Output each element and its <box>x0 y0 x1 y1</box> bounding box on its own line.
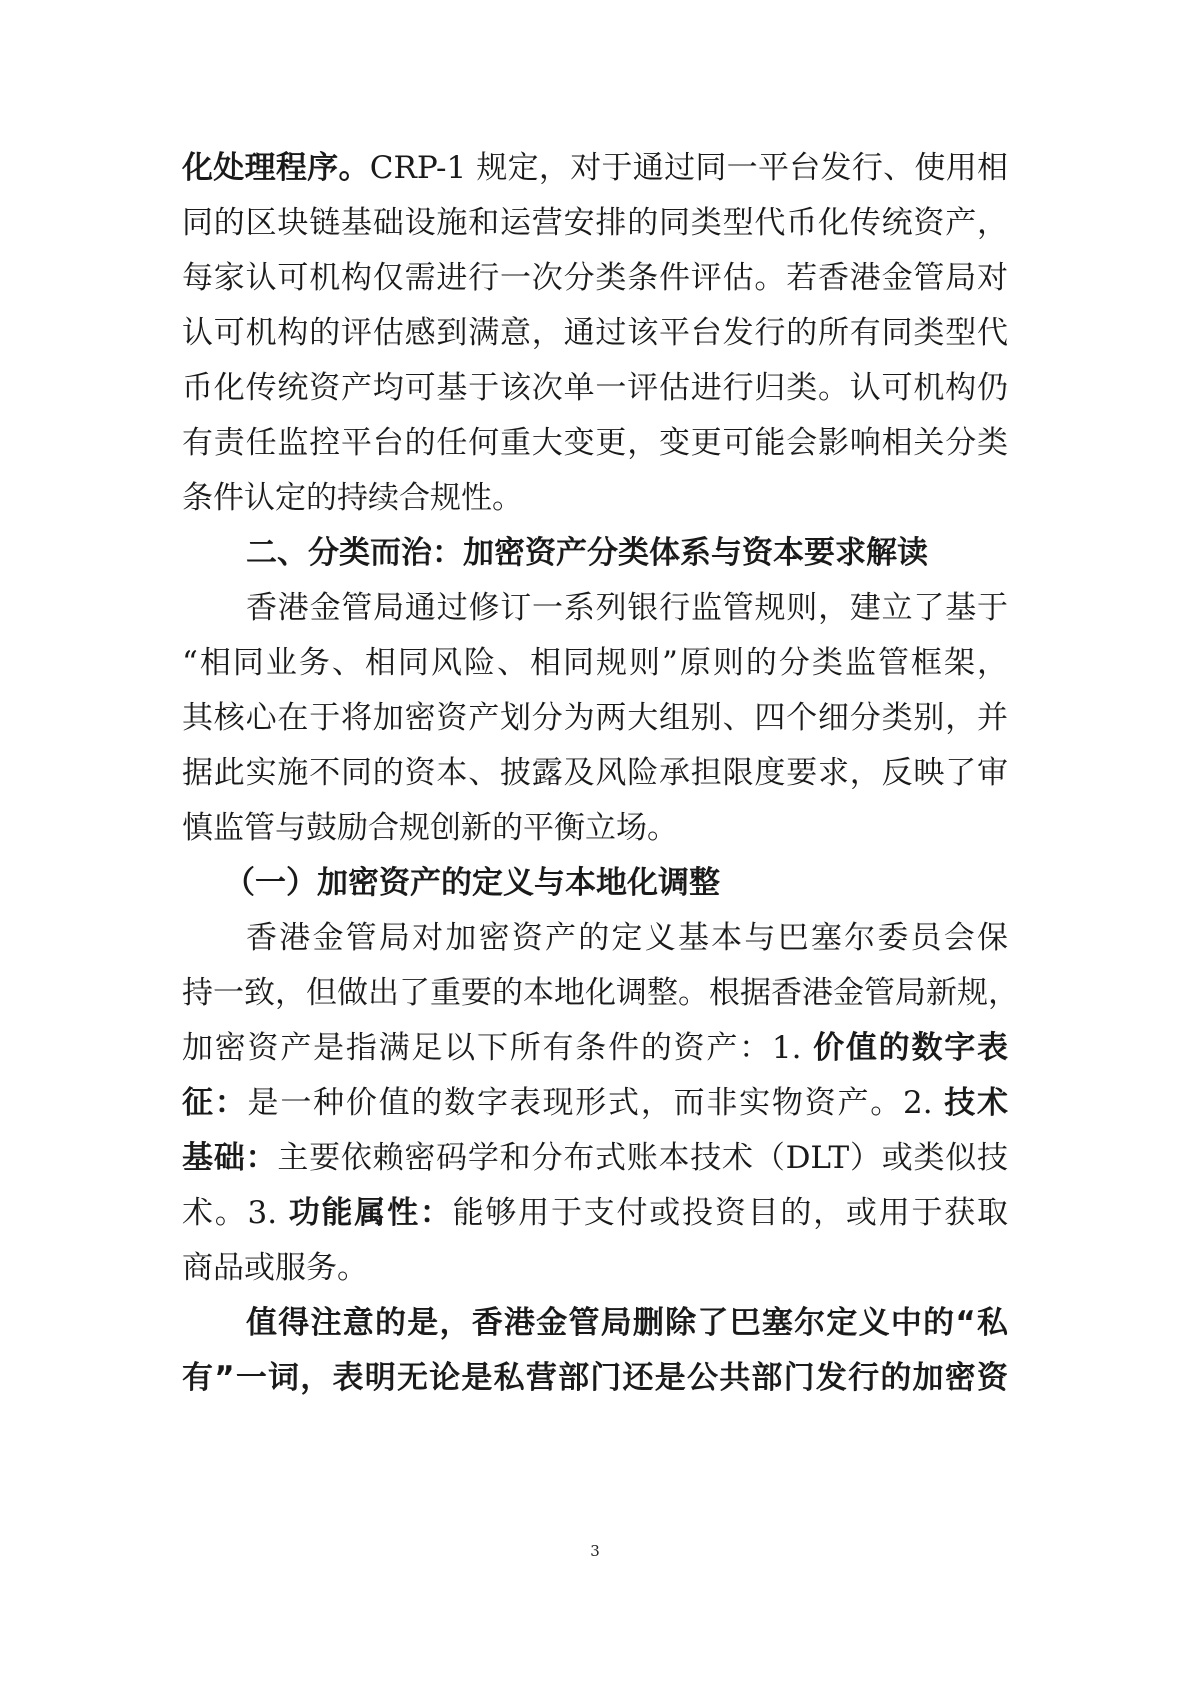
paragraph-line: 香港金管局通过修订一系列银行监管规则，建立了基于 <box>246 590 1008 626</box>
text-span: CRP-1 规定，对于通过同一平台发行、使用相 <box>369 150 1009 186</box>
bold-phrase: 化处理程序。 <box>182 150 370 186</box>
paragraph-line: 香港金管局对加密资产的定义基本与巴塞尔委员会保 <box>246 920 1008 956</box>
paragraph-line <box>182 1138 1008 1178</box>
paragraph-line-bold: 有”一词，表明无论是私营部门还是公共部门发行的加密资 <box>182 1360 1008 1396</box>
paragraph-line: 同的区块链基础设施和运营安排的同类型代币化传统资产， <box>182 205 1008 241</box>
paragraph-line <box>182 1028 1008 1068</box>
paragraph-line: 币化传统资产均可基于该次单一评估进行归类。认可机构仍 <box>182 370 1008 406</box>
paragraph-line: 持一致，但做出了重要的本地化调整。根据香港金管局新规， <box>182 975 1019 1011</box>
section-heading: 二、分类而治：加密资产分类体系与资本要求解读 <box>246 535 928 571</box>
paragraph-line: 有责任监控平台的任何重大变更，变更可能会影响相关分类 <box>182 425 1008 461</box>
subsection-heading: （一）加密资产的定义与本地化调整 <box>224 865 720 901</box>
text-span: 是一种价值的数字表现形式，而非实物资产。2. <box>247 1085 945 1121</box>
paragraph-line <box>182 148 1008 188</box>
text-span: 主要依赖密码学和分布式账本技术（DLT）或类似技 <box>277 1140 1009 1176</box>
paragraph-line: 慎监管与鼓励合规创新的平衡立场。 <box>182 810 678 846</box>
text-span: 加密资产是指满足以下所有条件的资产：1. <box>182 1030 814 1066</box>
paragraph-line: 其核心在于将加密资产划分为两大组别、四个细分类别，并 <box>182 700 1008 736</box>
paragraph-line: 认可机构的评估感到满意，通过该平台发行的所有同类型代 <box>182 315 1008 351</box>
bold-phrase: 征： <box>182 1085 248 1121</box>
paragraph-line: 条件认定的持续合规性。 <box>182 480 523 516</box>
paragraph-line-bold: 值得注意的是，香港金管局删除了巴塞尔定义中的“私 <box>246 1305 1008 1341</box>
paragraph-line: 据此实施不同的资本、披露及风险承担限度要求，反映了审 <box>182 755 1008 791</box>
bold-phrase: 基础： <box>182 1140 278 1176</box>
paragraph-line: 每家认可机构仅需进行一次分类条件评估。若香港金管局对 <box>182 260 1008 296</box>
paragraph-line: “相同业务、相同风险、相同规则”原则的分类监管框架， <box>182 645 1008 681</box>
bold-phrase: 技术 <box>944 1085 1008 1121</box>
text-span: 术。3. <box>182 1195 289 1231</box>
paragraph-line: 商品或服务。 <box>182 1250 368 1286</box>
text-span: 能够用于支付或投资目的，或用于获取 <box>452 1195 1009 1231</box>
page-number: 3 <box>590 1542 600 1560</box>
paragraph-line <box>182 1083 1008 1123</box>
bold-phrase: 功能属性： <box>288 1195 453 1231</box>
bold-phrase: 价值的数字表 <box>813 1030 1008 1066</box>
paragraph-line <box>182 1193 1008 1233</box>
